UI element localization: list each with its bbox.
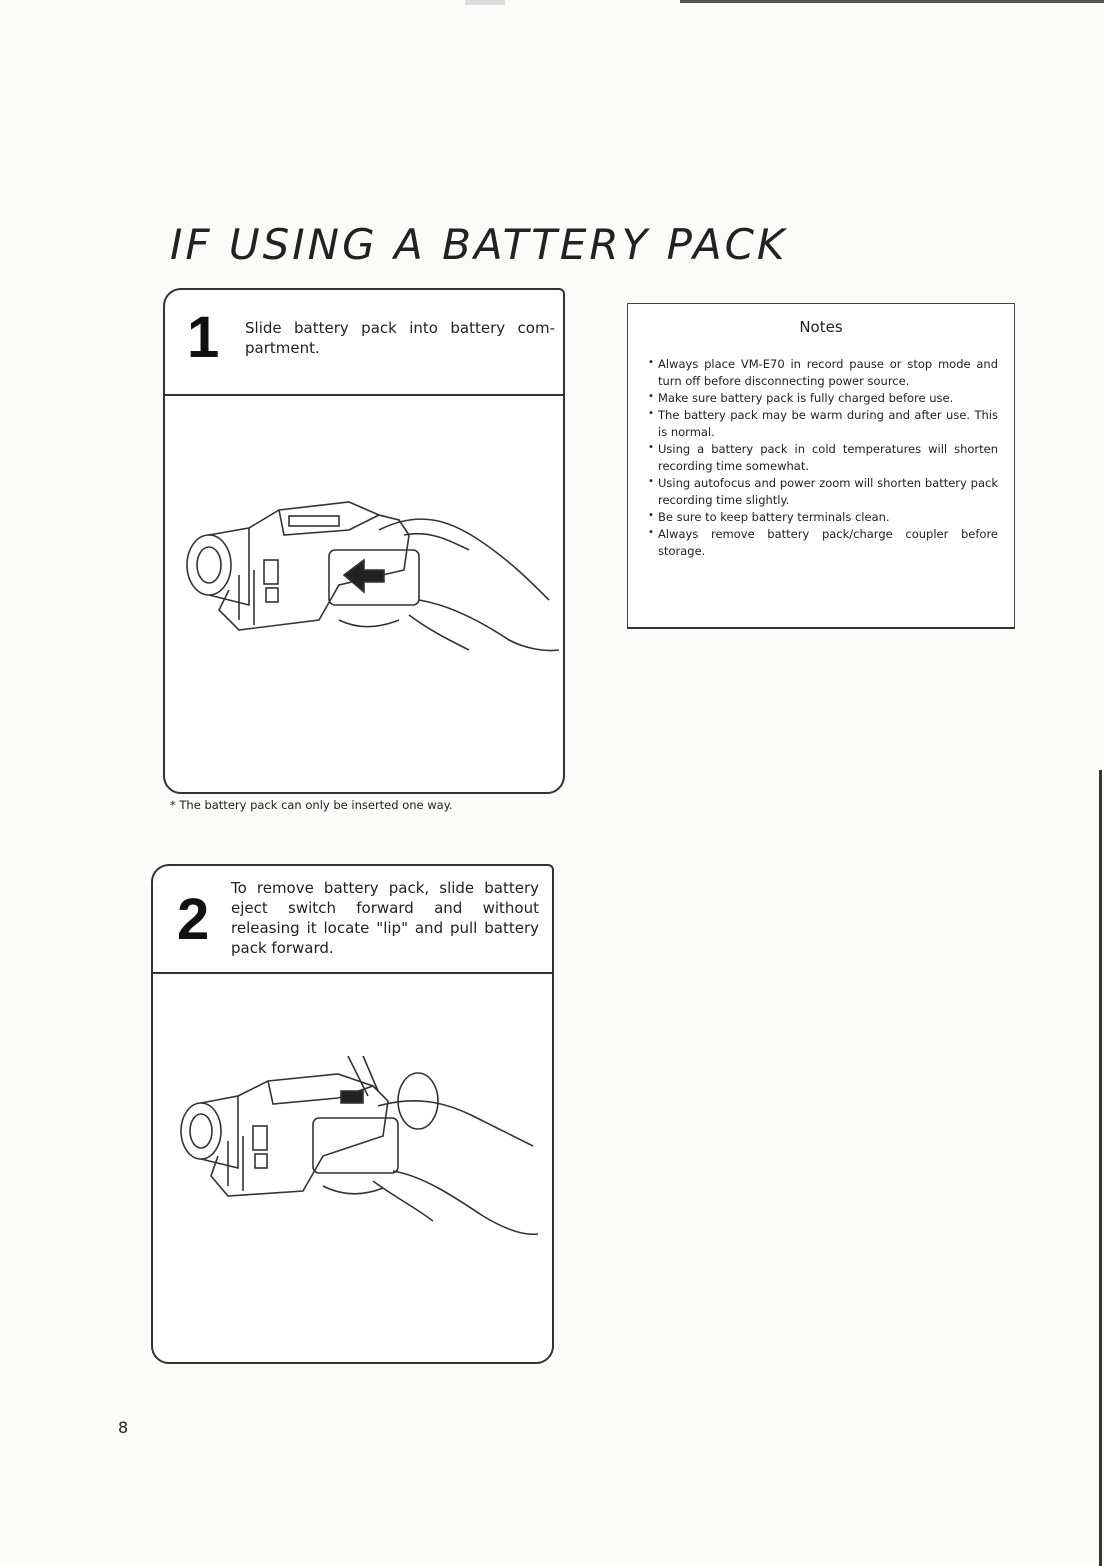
page-title: IF USING A BATTERY PACK: [170, 220, 788, 269]
scan-edge-top: [680, 0, 1104, 3]
page-number: 8: [118, 1418, 129, 1437]
step-1-footnote: * The battery pack can only be inserted one way.: [170, 798, 453, 812]
note-item: • Make sure battery pack is fully charged before use.: [648, 390, 998, 407]
step-2-panel: [151, 864, 554, 1364]
step-1-panel: [163, 288, 565, 794]
note-item: • Always place VM-E70 in record pause or stop mode and turn off before disconnecting power source.: [648, 356, 998, 390]
scan-edge-right: [1099, 770, 1102, 1566]
camcorder-remove-battery-illustration: [173, 1056, 543, 1246]
step-2-number: 2: [177, 887, 210, 952]
step-2-instruction: To remove battery pack, slide battery eject switch forward and without releasing it locate "lip" and pull battery pack forward.: [231, 879, 539, 957]
notes-list: [648, 356, 998, 560]
note-item: • Always remove battery pack/charge coupler before storage.: [648, 526, 998, 560]
step-2-header: [153, 866, 552, 974]
note-item: • Using a battery pack in cold temperatures will shorten recording time somewhat.: [648, 441, 998, 475]
scan-artifact: [465, 0, 505, 5]
note-item: • Be sure to keep battery terminals clean.: [648, 509, 998, 526]
note-item: • Using autofocus and power zoom will shorten battery pack recording time slightly.: [648, 475, 998, 509]
step-1-number: 1: [187, 305, 220, 370]
notes-title: Notes: [799, 318, 843, 336]
notes-panel: [627, 303, 1015, 629]
note-item: • The battery pack may be warm during and after use. This is normal.: [648, 407, 998, 441]
step-1-instruction: Slide battery pack into battery compartment.: [245, 319, 555, 357]
step-1-header: [165, 290, 563, 396]
camcorder-insert-battery-illustration: [179, 490, 559, 670]
